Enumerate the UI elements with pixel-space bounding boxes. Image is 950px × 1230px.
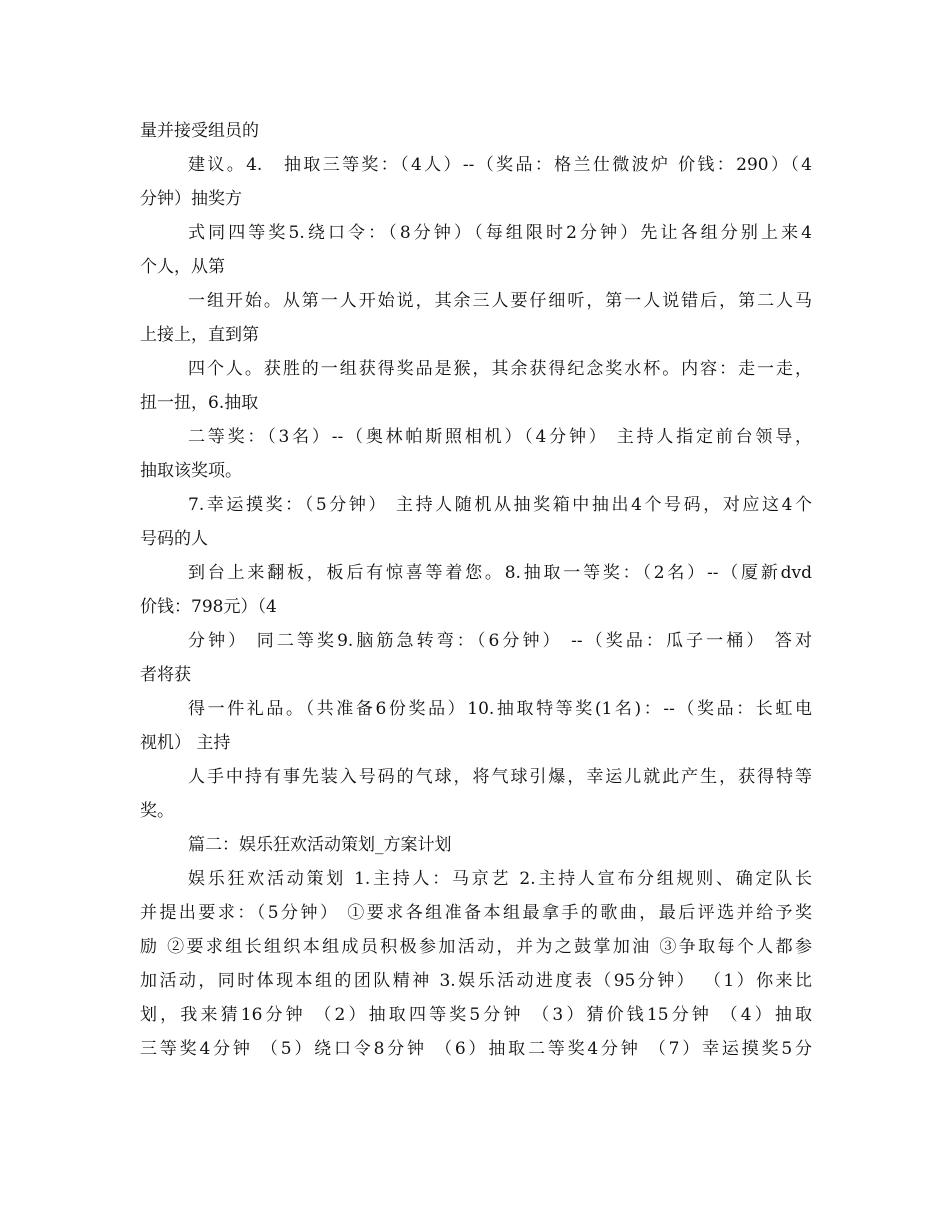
text-line: 三等奖4分钟 （5）绕口令8分钟 （6）抽取二等奖4分钟 （7）幸运摸奖5分 (140, 1039, 812, 1059)
text-line: 奖。 (140, 801, 174, 821)
text-line: 到台上来翻板，板后有惊喜等着您。8.抽取一等奖：（2名）--（厦新dvd (188, 563, 812, 583)
text-line: 人手中持有事先装入号码的气球，将气球引爆，幸运儿就此产生，获得特等 (188, 767, 812, 787)
text-line: 视机） 主持 (140, 733, 231, 753)
text-line: 励 ②要求组长组织本组成员积极参加活动，并为之鼓掌加油 ③争取每个人都参 (140, 937, 812, 957)
text-line: 四个人。获胜的一组获得奖品是猴，其余获得纪念奖水杯。内容：走一走， (188, 359, 812, 379)
text-line: 娱乐狂欢活动策划 1.主持人：马京艺 2.主持人宣布分组规则、确定队长 (188, 869, 812, 889)
text-line: 7.幸运摸奖：（5分钟） 主持人随机从抽奖箱中抽出4个号码，对应这4个 (188, 495, 812, 515)
text-line: 分钟）抽奖方 (140, 189, 242, 209)
text-line: 价钱：798元）（4 (140, 597, 277, 617)
text-line: 抽取该奖项。 (140, 461, 242, 481)
text-line: 二等奖：（3名）--（奥林帕斯照相机）（4分钟） 主持人指定前台领导， (188, 427, 812, 447)
text-line: 篇二：娱乐狂欢活动策划_方案计划 (188, 835, 452, 855)
text-line: 扭一扭，6.抽取 (140, 393, 259, 413)
text-line: 得一件礼品。（共准备6份奖品）10.抽取特等奖(1名)：--（奖品：长虹电 (188, 699, 812, 719)
text-line: 划，我来猜16分钟 （2）抽取四等奖5分钟 （3）猜价钱15分钟 （4）抽取 (140, 1005, 812, 1025)
text-line: 量并接受组员的 (140, 121, 259, 141)
text-line: 号码的人 (140, 529, 208, 549)
text-line: 一组开始。从第一人开始说，其余三人要仔细听，第一人说错后，第二人马 (188, 291, 812, 311)
text-line: 个人，从第 (140, 257, 225, 277)
text-line: 并提出要求：（5分钟） ①要求各组准备本组最拿手的歌曲，最后评选并给予奖 (140, 903, 812, 923)
text-line: 者将获 (140, 665, 191, 685)
text-line: 式同四等奖5.绕口令：（8分钟）（每组限时2分钟）先让各组分别上来4 (188, 223, 812, 243)
document-body (140, 114, 812, 1066)
text-line: 建议。4. 抽取三等奖：（4人）--（奖品：格兰仕微波炉 价钱：290）（4 (188, 155, 812, 175)
text-line: 加活动，同时体现本组的团队精神 3.娱乐活动进度表（95分钟） （1）你来比 (140, 971, 812, 991)
text-line: 上接上，直到第 (140, 325, 259, 345)
text-line: 分钟） 同二等奖9.脑筋急转弯：（6分钟） --（奖品：瓜子一桶） 答对 (188, 631, 812, 651)
